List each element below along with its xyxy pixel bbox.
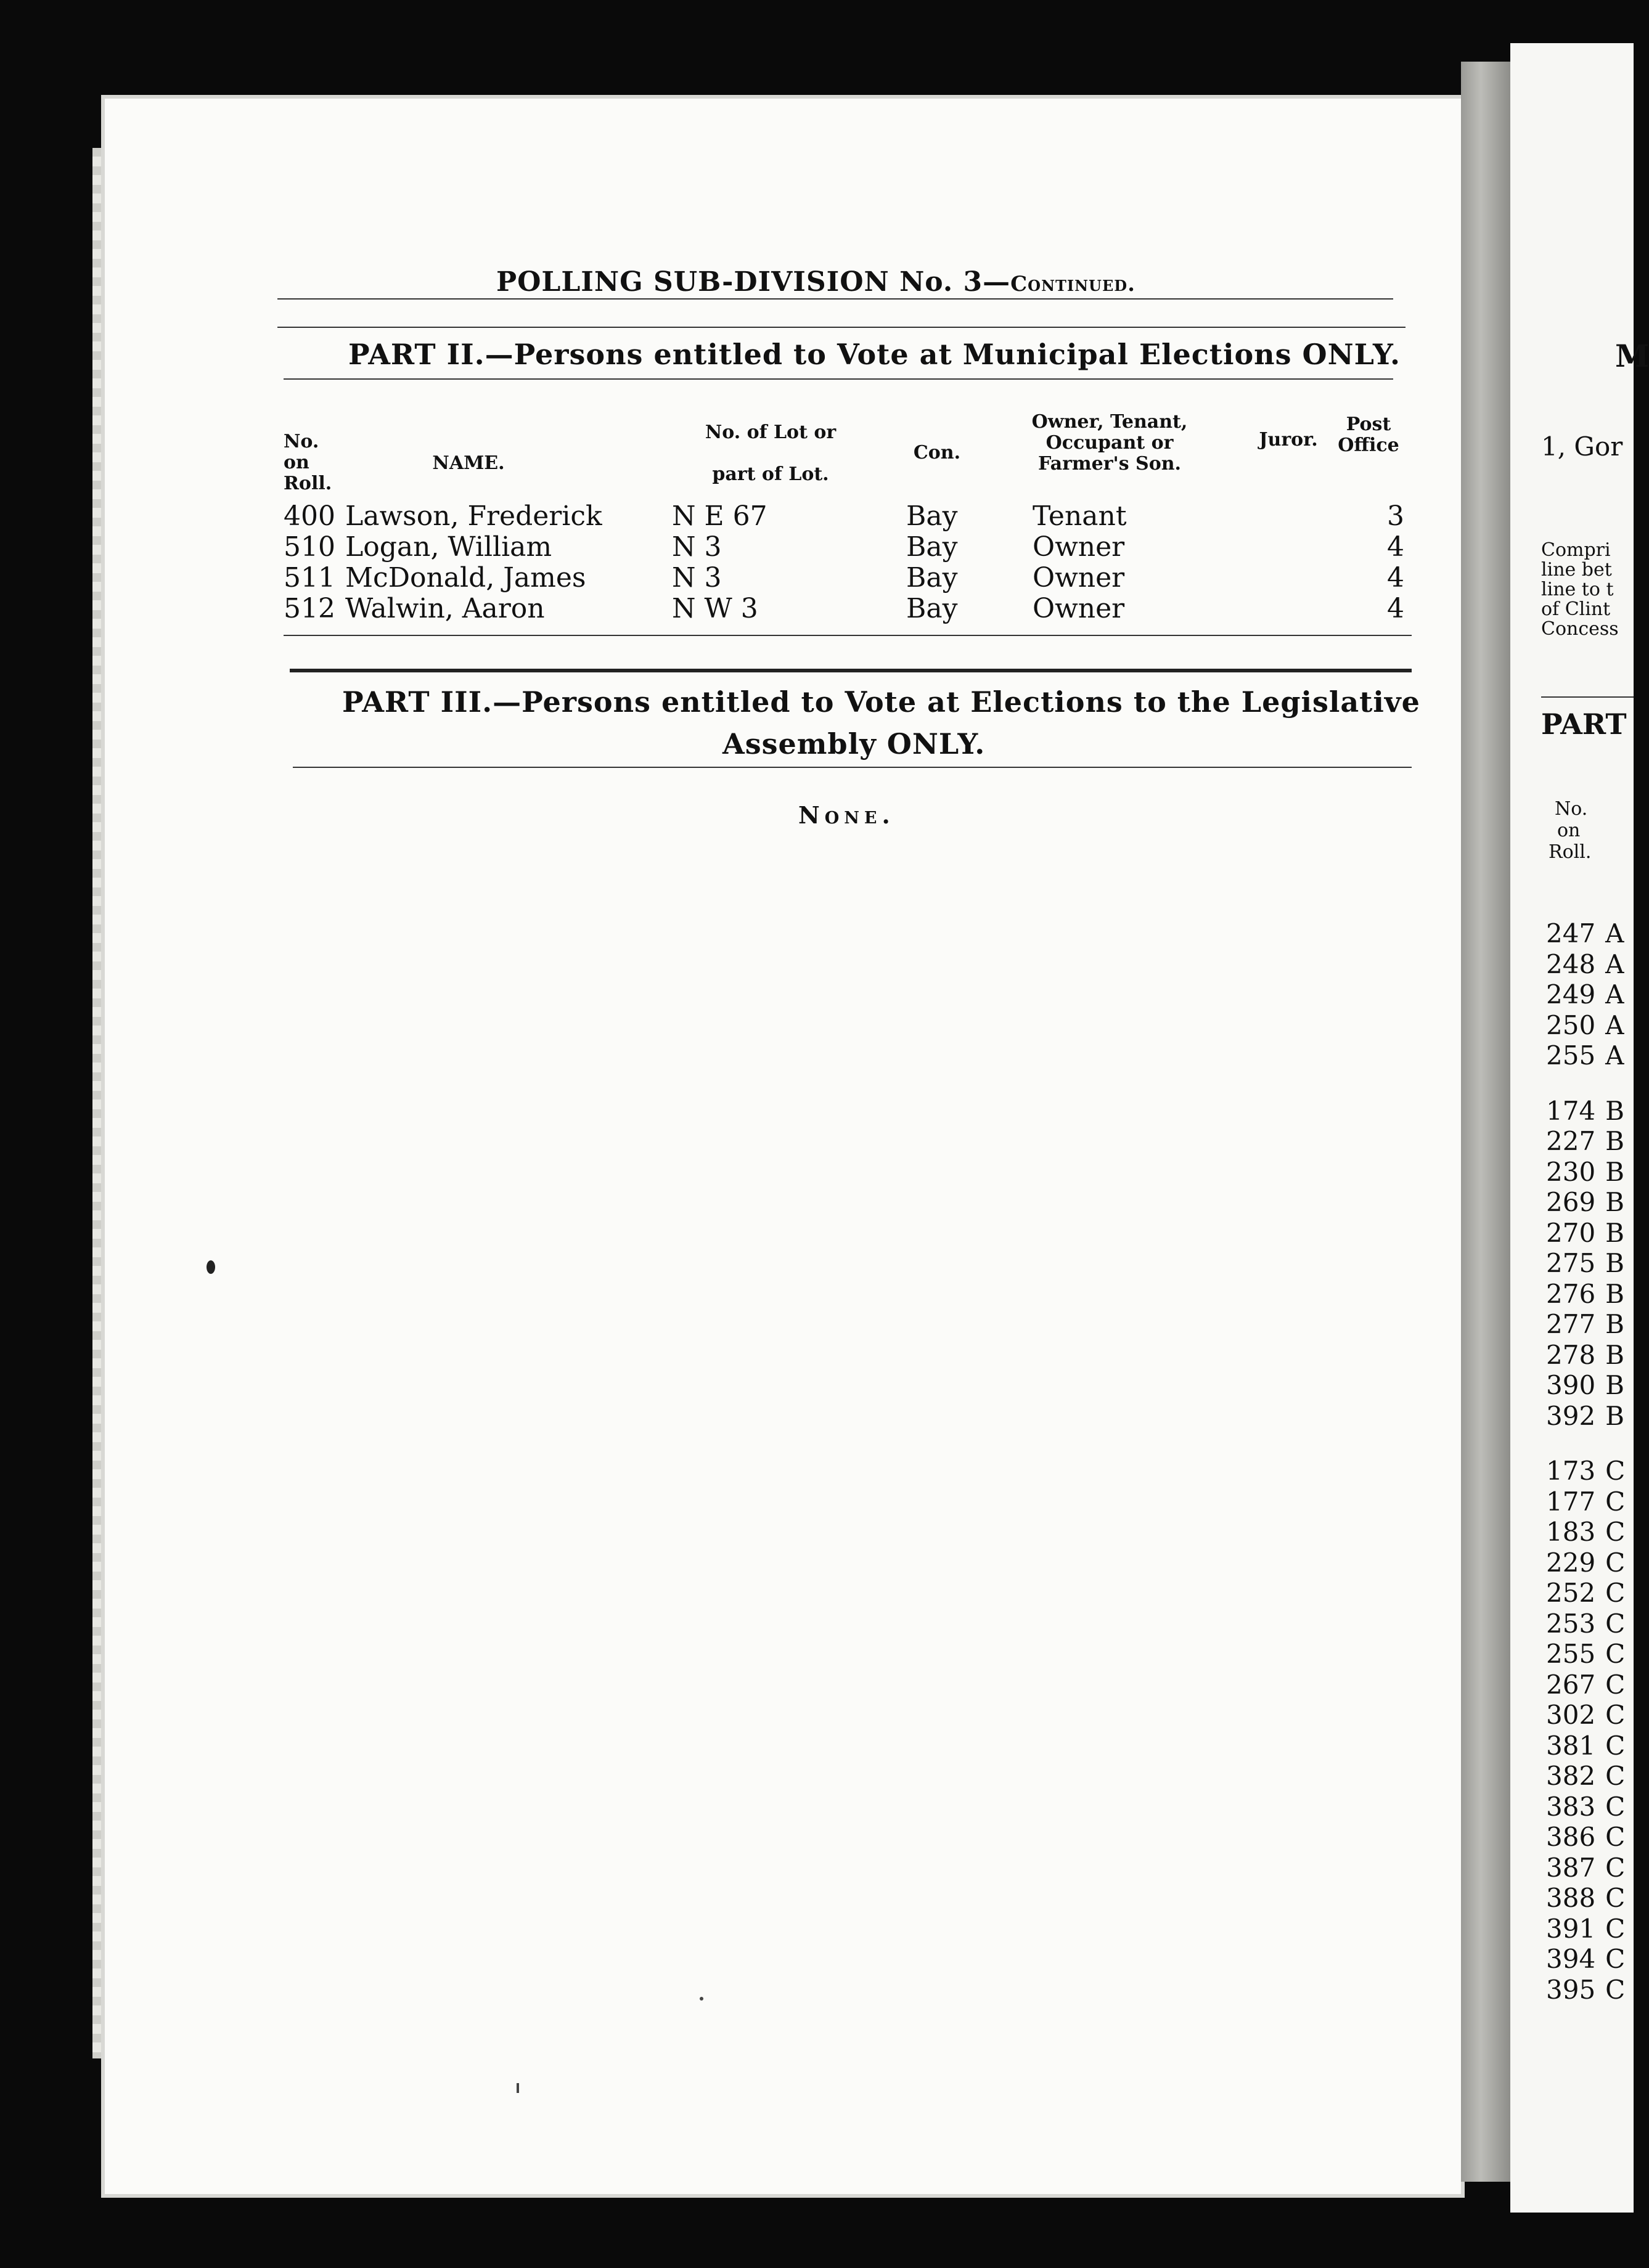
rp-roll-row [1546, 1340, 1624, 1370]
rp-roll-row [1546, 1609, 1625, 1639]
rp-roll-number: 252 [1546, 1578, 1596, 1608]
lot: N E 67 [672, 500, 767, 532]
rp-roll-initial: C [1605, 1730, 1626, 1761]
rp-roll-initial: C [1605, 1791, 1626, 1822]
rp-roll-initial: B [1605, 1278, 1625, 1309]
rp-roll-row [1546, 1822, 1625, 1852]
rp-roll-row [1546, 949, 1624, 979]
col-juror-header: Juror. [1259, 429, 1318, 451]
rp-roll-row [1546, 1883, 1625, 1913]
rp-roll-initial: B [1605, 1156, 1625, 1187]
rp-roll-initial: A [1605, 1010, 1624, 1040]
page-title-suffix: Continued. [1010, 272, 1135, 296]
col-po-l1: Post [1346, 414, 1391, 435]
rp-desc-line: line bet [1541, 559, 1612, 581]
rp-roll-row [1546, 1370, 1624, 1400]
rp-roll-number: 230 [1546, 1156, 1596, 1187]
rp-roll-number: 275 [1546, 1248, 1596, 1278]
rp-roll-row [1546, 918, 1624, 948]
roll-number: 511 [284, 562, 335, 594]
rp-roll-initial: B [1605, 1187, 1625, 1217]
col-po-l2: Office [1338, 434, 1399, 456]
rp-roll-initial: B [1605, 1217, 1625, 1248]
rp-roll-row [1546, 1700, 1625, 1730]
rp-roll-number: 276 [1546, 1278, 1596, 1309]
rp-roll-number: 278 [1546, 1339, 1596, 1370]
rp-roll-number: 382 [1546, 1761, 1596, 1791]
page-title-main: POLLING SUB-DIVISION No. 3— [496, 266, 1011, 298]
part2-double-rule [290, 669, 1412, 672]
rp-roll-initial: B [1605, 1126, 1625, 1156]
rp-roll-initial: C [1605, 1456, 1626, 1486]
roll-number: 510 [284, 531, 335, 563]
page-title [496, 266, 1135, 298]
rp-desc-line: line to t [1541, 579, 1614, 600]
rp-roll-initial: C [1605, 1547, 1626, 1578]
rp-roll-initial: B [1605, 1370, 1625, 1400]
rp-roll-number: 270 [1546, 1217, 1596, 1248]
rp-roll-number: 247 [1546, 918, 1596, 948]
rp-roll-row [1546, 1914, 1625, 1944]
rp-roll-row [1546, 1670, 1625, 1700]
rp-roll-initial: A [1605, 918, 1624, 948]
rp-roll-initial: C [1605, 1974, 1626, 2005]
col-roll-l3: Roll. [284, 473, 332, 494]
rp-roll-number: 381 [1546, 1730, 1596, 1761]
rp-roll-initial: C [1605, 1913, 1626, 1944]
rp-roll-initial: A [1605, 948, 1624, 979]
rp-roll-initial: C [1605, 1517, 1626, 1547]
post-office: 4 [1387, 562, 1404, 594]
col-lot-l2: part of Lot. [712, 463, 829, 485]
rp-roll-number: 267 [1546, 1669, 1596, 1700]
concession: Bay [906, 562, 958, 594]
rp-top-letter: M [1615, 338, 1649, 374]
rp-roll-number: 391 [1546, 1913, 1596, 1944]
post-office: 4 [1387, 531, 1404, 563]
col-status-header [992, 412, 1227, 475]
table-row [284, 531, 1430, 562]
rp-roll-number: 174 [1546, 1095, 1596, 1126]
part3-none: None. [798, 801, 895, 829]
rp-roll-initial: C [1605, 1669, 1626, 1700]
rp-roll-row [1546, 1218, 1624, 1248]
col-status-l1: Owner, Tenant, [1031, 411, 1188, 433]
rp-desc-line: of Clint [1541, 598, 1611, 620]
rp-roll-initial: C [1605, 1852, 1626, 1883]
rp-roll-number: 386 [1546, 1822, 1596, 1852]
rp-roll-number: 248 [1546, 948, 1596, 979]
col-po-header [1325, 414, 1412, 456]
rp-roll-initial: B [1605, 1309, 1625, 1339]
col-roll-l2: on [284, 452, 309, 473]
rp-roll-number: 390 [1546, 1370, 1596, 1400]
col-name-header: NAME. [432, 452, 505, 474]
rp-roll-row [1546, 1578, 1625, 1608]
rp-roll-number: 229 [1546, 1547, 1596, 1578]
rp-roll-number: 277 [1546, 1309, 1596, 1339]
rp-roll-row [1546, 1731, 1625, 1761]
page-gutter [1461, 62, 1510, 2182]
rp-roll-number: 269 [1546, 1187, 1596, 1217]
rp-roll-number: 253 [1546, 1608, 1596, 1639]
col-roll-header [284, 431, 333, 494]
rp-roll-row [1546, 1279, 1624, 1309]
rp-roll-row [1546, 1853, 1625, 1883]
header-rule [277, 298, 1393, 300]
rp-roll-row [1546, 979, 1624, 1010]
post-office: 3 [1387, 500, 1404, 532]
rp-subtitle: 1, Gor [1541, 431, 1623, 462]
part2-heading-rule [284, 378, 1393, 380]
rp-roll-initial: C [1605, 1639, 1626, 1669]
rp-roll-number: 255 [1546, 1040, 1596, 1071]
rp-roll-row [1546, 1187, 1624, 1217]
col-status-l3: Farmer's Son. [1038, 453, 1181, 475]
part3-heading-line1: PART III.—Persons entitled to Vote at Elections to the Legislative [342, 685, 1420, 719]
rp-roll-number: 177 [1546, 1486, 1596, 1517]
part2-heading: PART II.—Persons entitled to Vote at Municipal Elections ONLY. [348, 338, 1401, 371]
concession: Bay [906, 500, 958, 532]
table-row [284, 562, 1430, 593]
col-con-header: Con. [913, 442, 961, 463]
rp-roll-initial: C [1605, 1822, 1626, 1852]
voter-name: Walwin, Aaron [345, 593, 545, 624]
rp-roll-number: 173 [1546, 1456, 1596, 1486]
table-row [284, 500, 1430, 531]
rp-roll-number: 183 [1546, 1517, 1596, 1547]
rp-part-label: PART [1541, 708, 1627, 741]
rp-roll-number: 255 [1546, 1639, 1596, 1669]
rp-roll-number: 394 [1546, 1944, 1596, 1974]
roll-number: 512 [284, 593, 335, 624]
rp-col-head: No. [1555, 798, 1588, 820]
col-roll-l1: No. [284, 431, 319, 452]
rp-roll-initial: B [1605, 1339, 1625, 1370]
rp-desc-line: Concess [1541, 618, 1619, 640]
post-office: 4 [1387, 593, 1404, 624]
scan-speck [517, 2083, 519, 2093]
rp-roll-row [1546, 1157, 1624, 1187]
rp-roll-row [1546, 1761, 1625, 1791]
part3-heading-rule [293, 767, 1412, 768]
rp-roll-row [1546, 1975, 1625, 2005]
rp-roll-initial: B [1605, 1248, 1625, 1278]
rp-roll-row [1546, 1639, 1625, 1669]
status: Owner [1033, 531, 1125, 563]
rp-desc-line: Compri [1541, 539, 1611, 561]
rp-roll-row [1546, 1944, 1625, 1974]
lot: N 3 [672, 562, 722, 594]
rp-roll-initial: A [1605, 1040, 1624, 1071]
status: Owner [1033, 562, 1125, 594]
rp-roll-initial: C [1605, 1700, 1626, 1730]
scan-speck [207, 1260, 215, 1274]
roll-number: 400 [284, 500, 335, 532]
rp-roll-number: 250 [1546, 1010, 1596, 1040]
rp-roll-row [1546, 1126, 1624, 1156]
rp-roll-row [1546, 1401, 1624, 1431]
col-status-l2: Occupant or [1045, 432, 1174, 454]
part2-top-rule [277, 327, 1406, 328]
rp-roll-number: 387 [1546, 1852, 1596, 1883]
rp-roll-initial: B [1605, 1095, 1625, 1126]
rp-roll-number: 395 [1546, 1974, 1596, 2005]
rp-roll-number: 227 [1546, 1126, 1596, 1156]
rp-roll-row [1546, 1040, 1624, 1071]
rp-roll-row [1546, 1487, 1625, 1517]
lot: N 3 [672, 531, 722, 563]
rp-roll-row [1546, 1792, 1625, 1822]
rp-roll-initial: B [1605, 1400, 1625, 1431]
voter-name: Logan, William [345, 531, 552, 563]
rp-roll-initial: C [1605, 1578, 1626, 1608]
rp-roll-initial: C [1605, 1944, 1626, 1974]
rp-col-head: on [1557, 820, 1581, 841]
status: Tenant [1033, 500, 1127, 532]
rp-col-head: Roll. [1549, 841, 1592, 863]
table-row [284, 593, 1430, 624]
voter-name: McDonald, James [345, 562, 586, 594]
rp-roll-row [1546, 1456, 1625, 1486]
rp-roll-row [1546, 1517, 1625, 1547]
rp-roll-number: 383 [1546, 1791, 1596, 1822]
adjacent-page [1510, 43, 1649, 2213]
scan-speck [700, 1997, 703, 2001]
rp-rule [1541, 696, 1634, 698]
rp-roll-initial: C [1605, 1761, 1626, 1791]
rp-roll-initial: C [1605, 1883, 1626, 1913]
rp-roll-initial: C [1605, 1608, 1626, 1639]
status: Owner [1033, 593, 1125, 624]
part2-bottom-rule [284, 635, 1412, 636]
rp-roll-number: 392 [1546, 1400, 1596, 1431]
rp-roll-initial: A [1605, 979, 1624, 1010]
rp-roll-row [1546, 1548, 1625, 1578]
lot: N W 3 [672, 593, 758, 624]
rp-roll-number: 249 [1546, 979, 1596, 1010]
rp-roll-row [1546, 1096, 1624, 1126]
left-page [105, 99, 1461, 2194]
part3-heading-line2: Assembly ONLY. [722, 727, 986, 761]
rp-roll-number: 302 [1546, 1700, 1596, 1730]
rp-roll-initial: C [1605, 1486, 1626, 1517]
concession: Bay [906, 531, 958, 563]
rp-roll-row [1546, 1248, 1624, 1278]
voter-name: Lawson, Frederick [345, 500, 602, 532]
rp-roll-row [1546, 1010, 1624, 1040]
col-lot-header [666, 422, 875, 485]
concession: Bay [906, 593, 958, 624]
rp-roll-number: 388 [1546, 1883, 1596, 1913]
rp-roll-row [1546, 1309, 1624, 1339]
col-lot-l1: No. of Lot or [705, 422, 837, 443]
